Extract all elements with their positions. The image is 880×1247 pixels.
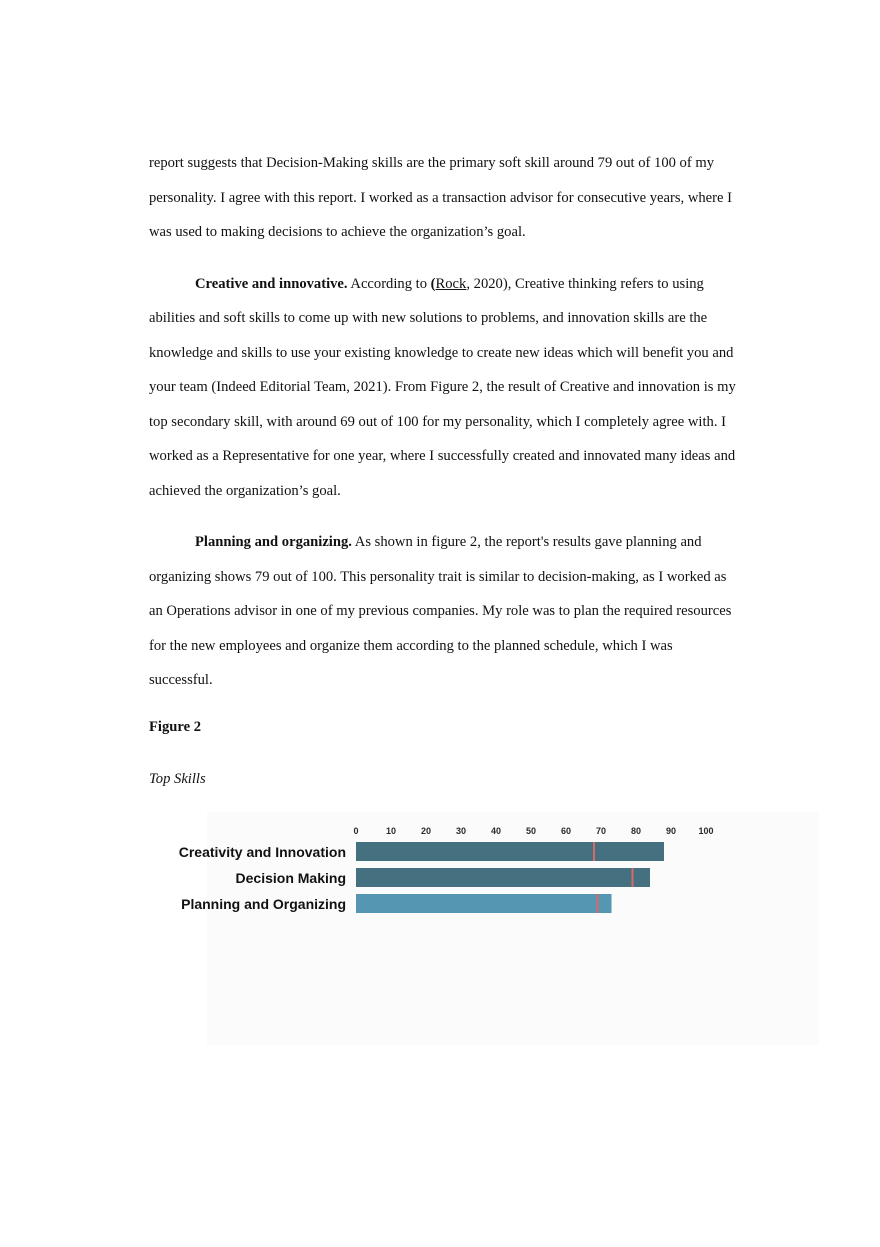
heading-creative-innovative: Creative and innovative. [195, 275, 348, 292]
heading-planning-organizing: Planning and organizing. [195, 534, 352, 550]
x-tick-label: 50 [525, 826, 537, 836]
bar [356, 868, 650, 887]
x-tick-label: 0 [353, 826, 359, 836]
x-tick-label: 30 [455, 826, 467, 836]
category-label: Decision Making [235, 870, 346, 886]
category-label: Creativity and Innovation [178, 844, 346, 860]
bar [356, 842, 664, 861]
paragraph-decision-making: report suggests that Decision-Making skills are the primary soft skill around 79 out of 100 of my personality. I agree with this report. I worked as a transaction advisor for consecutive years, where I was used to making decisions to achieve the organization’s goal. [149, 155, 732, 240]
x-tick-label: 100 [698, 826, 714, 836]
x-tick-label: 80 [630, 826, 642, 836]
bar [356, 894, 612, 913]
x-tick-label: 70 [595, 826, 607, 836]
paragraph-creative-innovative: Creative and innovative. According to (Rock, 2020), Creative thinking refers to using abilities and soft skills to come up with new solutions to problems, and innovation skills are the knowledge and skills to use your existing knowledge to create new ideas which will benefit you and your team (Indeed Editorial Team, 2021). From Figure 2, the result of Creative and innovation is my top secondary skill, with around 69 out of 100 for my personality, which I completely agree with. I worked as a Representative for one year, where I successfully created and innovated many ideas and achieved the organization’s goal. [149, 275, 736, 499]
figure-label: Figure 2 [149, 719, 202, 735]
benchmark-marker [597, 894, 599, 913]
paragraph-planning-organizing: Planning and organizing. As shown in figure 2, the report's results gave planning and organizing shows 79 out of 100. This personality trait is similar to decision-making, as I worked as an Operations advisor in one of my previous companies. My role was to plan the required resources for the new employees and organize them according to the planned schedule, which I was successful. [149, 534, 732, 688]
benchmark-marker [632, 868, 634, 887]
x-tick-label: 20 [420, 826, 432, 836]
x-tick-label: 10 [385, 826, 397, 836]
citation-link-rock[interactable]: Rock [435, 275, 467, 292]
figure-title: Top Skills [149, 771, 206, 787]
x-tick-label: 60 [560, 826, 572, 836]
benchmark-marker [593, 842, 595, 861]
x-tick-label: 40 [490, 826, 502, 836]
x-tick-label: 90 [665, 826, 677, 836]
category-label: Planning and Organizing [181, 896, 346, 912]
